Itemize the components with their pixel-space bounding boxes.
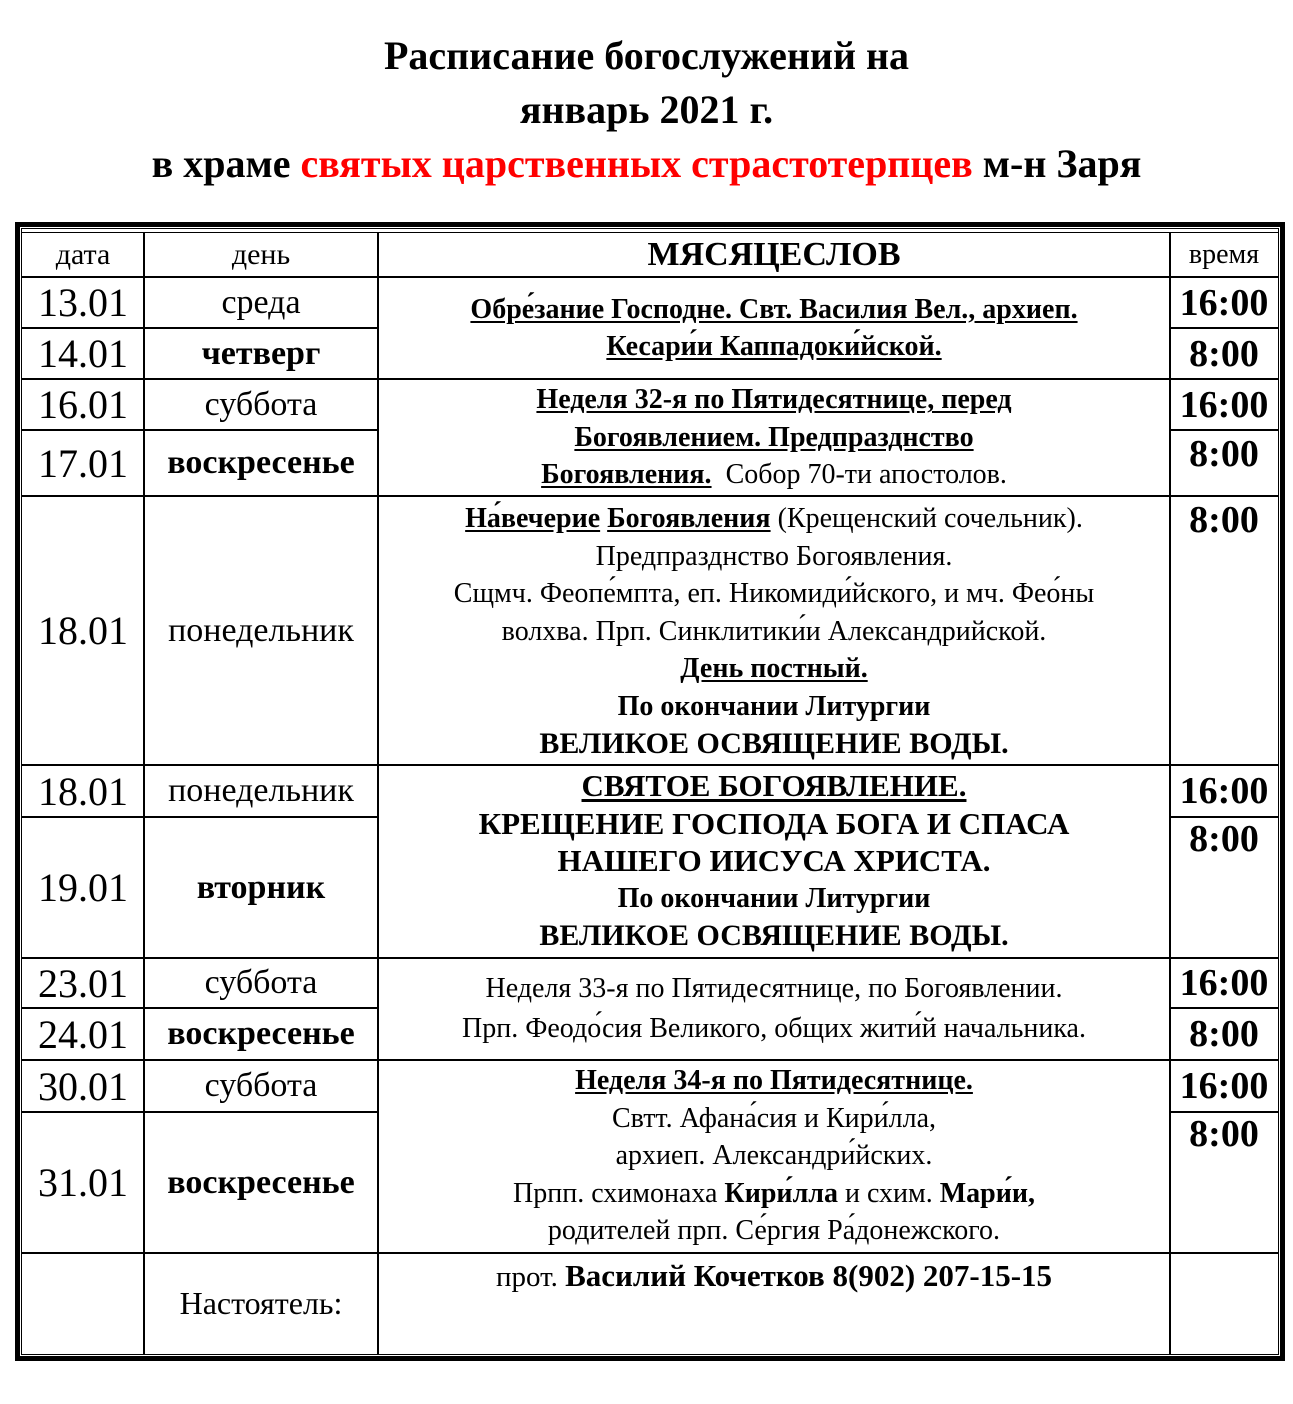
event-line: Неделя 32-я по Пятидесятнице, перед	[536, 384, 1012, 416]
event-line: КРЕЩЕНИЕ ГОСПОДА БОГА И СПАСА	[478, 805, 1070, 841]
event-line: Сщмч. Феопе́мпта, еп. Никомиди́йского, и мч. Фео́ны	[453, 578, 1095, 609]
date-cell: 16.01	[21, 378, 145, 431]
header-day: день	[143, 232, 379, 278]
event-cell	[377, 764, 1171, 959]
event-line: Свтт. Афана́сия и Кири́лла,	[612, 1102, 936, 1134]
date-cell: 19.01	[21, 816, 145, 959]
day-cell: суббота	[143, 957, 379, 1009]
event-line	[541, 456, 1007, 494]
day-cell: понедельник	[143, 495, 379, 766]
day-cell: суббота	[143, 1059, 379, 1113]
rector-prefix: прот.	[495, 1261, 566, 1293]
time-cell: 8:00	[1169, 816, 1279, 959]
time-cell: 16:00	[1169, 276, 1279, 329]
date-cell: 31.01	[21, 1111, 145, 1254]
event-text-bold: На́вечерие	[465, 503, 601, 534]
time-cell: 16:00	[1169, 1059, 1279, 1113]
event-line: Предпразднство Богоявления.	[595, 540, 953, 572]
event-line	[513, 1175, 1035, 1213]
day-cell: среда	[143, 276, 379, 329]
event-line	[465, 500, 1083, 538]
event-cell	[377, 957, 1171, 1061]
time-cell: 16:00	[1169, 378, 1279, 431]
title-suffix: м-н Заря	[972, 141, 1142, 186]
event-text: Прпп. схимонаха	[513, 1177, 725, 1209]
event-text: и схим.	[837, 1177, 940, 1209]
title-line-2: январь 2021 г.	[519, 87, 774, 132]
event-line: родителей прп. Се́ргия Ра́донежского.	[547, 1215, 1001, 1246]
event-cell	[377, 495, 1171, 766]
event-line: День постный.	[680, 653, 868, 684]
title-prefix: в храме	[151, 141, 301, 186]
event-line: ВЕЛИКОЕ ОСВЯЩЕНИЕ ВОДЫ.	[539, 919, 1009, 952]
rector-name-phone: Василий Кочетков 8(902) 207-15-15	[565, 1258, 1053, 1293]
title-line-3	[0, 141, 1293, 187]
event-line: По окончании Литургии	[617, 882, 931, 914]
event-line: По окончании Литургии	[617, 690, 931, 722]
time-cell: 8:00	[1169, 495, 1279, 766]
event-line: Богоявлением. Предпразднство	[574, 421, 974, 453]
church-name: святых царственных страстотерпцев	[300, 141, 973, 186]
day-cell: воскресенье	[143, 429, 379, 497]
rector-line	[496, 1257, 1052, 1297]
date-cell: 23.01	[21, 957, 145, 1009]
footer-rector-cell	[377, 1252, 1171, 1355]
date-cell: 30.01	[21, 1059, 145, 1113]
date-cell: 13.01	[21, 276, 145, 329]
event-cell	[377, 276, 1171, 380]
event-text: (Крещенский сочельник).	[770, 503, 1083, 534]
event-cell	[377, 378, 1171, 497]
event-line: волхва. Прп. Синклитики́и Александрийской.	[501, 615, 1047, 647]
event-text-bold: Богоявления	[607, 503, 771, 534]
time-cell: 8:00	[1169, 327, 1279, 380]
date-cell: 14.01	[21, 327, 145, 380]
day-cell: воскресенье	[143, 1111, 379, 1254]
title-line-1: Расписание богослужений на	[383, 33, 910, 78]
date-cell: 18.01	[21, 764, 145, 818]
header-menologion: МЯСЯЦЕСЛОВ	[377, 232, 1171, 278]
day-cell: четверг	[143, 327, 379, 380]
date-cell: 24.01	[21, 1007, 145, 1061]
event-text-bold: Кири́лла	[724, 1177, 838, 1209]
event-cell	[377, 1059, 1171, 1254]
date-cell: 17.01	[21, 429, 145, 497]
event-line: Неделя 33-я по Пятидесятнице, по Богоявлении.	[485, 973, 1063, 1004]
event-text: Собор 70-ти апостолов.	[711, 459, 1007, 491]
event-line: НАШЕГО ИИСУСА ХРИСТА.	[557, 843, 991, 878]
header-time: время	[1169, 232, 1279, 278]
event-line: СВЯТОЕ БОГОЯВЛЕНИЕ.	[581, 768, 967, 803]
footer-empty-cell	[21, 1252, 145, 1355]
day-cell: вторник	[143, 816, 379, 959]
time-cell: 16:00	[1169, 957, 1279, 1009]
event-line: Обре́зание Господне. Свт. Василия Вел., архиеп.	[470, 293, 1078, 325]
date-cell: 18.01	[21, 495, 145, 766]
time-cell: 8:00	[1169, 1111, 1279, 1254]
event-line: архиеп. Александри́йских.	[615, 1140, 933, 1171]
day-cell: понедельник	[143, 764, 379, 818]
event-text-bold: Мари́и,	[939, 1177, 1035, 1209]
event-line: ВЕЛИКОЕ ОСВЯЩЕНИЕ ВОДЫ.	[539, 727, 1009, 760]
event-line: Кесари́и Каппадоки́йской.	[606, 331, 942, 362]
time-cell: 8:00	[1169, 429, 1279, 497]
footer-rector-label: Настоятель:	[143, 1252, 379, 1355]
event-text-bold: Богоявления.	[541, 459, 712, 491]
day-cell: воскресенье	[143, 1007, 379, 1061]
day-cell: суббота	[143, 378, 379, 431]
footer-empty-cell	[1169, 1252, 1279, 1355]
header-date: дата	[21, 232, 145, 278]
event-line: Прп. Феодо́сия Великого, общих жити́й начальника.	[462, 1013, 1086, 1044]
time-cell: 8:00	[1169, 1007, 1279, 1061]
time-cell: 16:00	[1169, 764, 1279, 818]
event-line: Неделя 34-я по Пятидесятнице.	[575, 1065, 973, 1096]
